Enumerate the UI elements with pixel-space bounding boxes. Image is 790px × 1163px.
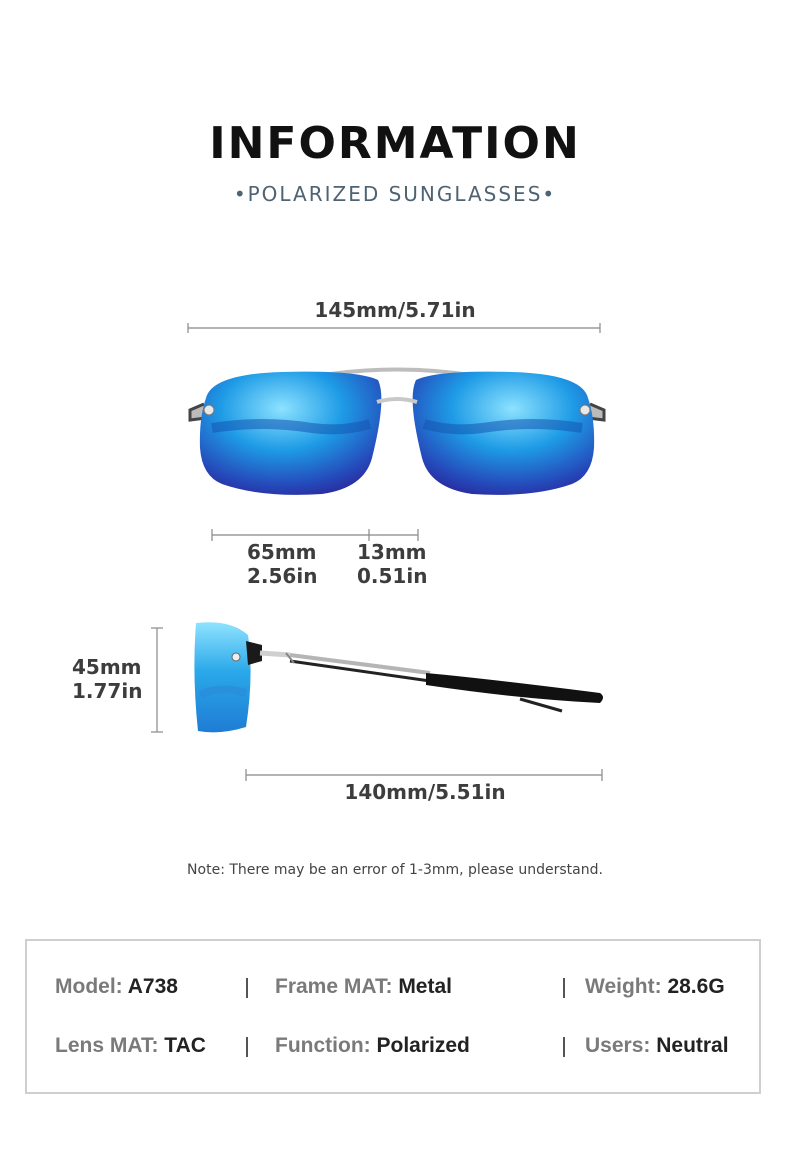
spec-function	[275, 1034, 470, 1058]
measurement-note: Note: There may be an error of 1-3mm, please understand.	[187, 862, 603, 878]
lens-width-mm-label: 65mm	[247, 540, 317, 564]
sunglasses-side-image	[190, 615, 610, 740]
total-width-label: 145mm/5.71in	[314, 298, 476, 322]
page-subtitle: •POLARIZED SUNGLASSES•	[233, 182, 557, 206]
spec-weight	[585, 975, 725, 999]
lens-height-mm-label: 45mm	[72, 655, 142, 679]
spec-lens-label: Lens MAT:	[55, 1034, 159, 1057]
spec-model-label: Model:	[55, 975, 123, 998]
sunglasses-front-image	[182, 358, 612, 508]
spec-weight-label: Weight:	[585, 975, 662, 998]
bridge-in-label: 0.51in	[357, 564, 428, 588]
spec-function-value: Polarized	[376, 1034, 470, 1057]
spec-weight-value: 28.6G	[667, 975, 725, 998]
specs-panel	[25, 939, 761, 1094]
spec-separator	[246, 978, 248, 998]
lens-width-in-label: 2.56in	[247, 564, 318, 588]
spec-separator	[246, 1037, 248, 1057]
spec-separator	[563, 1037, 565, 1057]
bridge-mm-label: 13mm	[357, 540, 427, 564]
spec-frame-value: Metal	[398, 975, 452, 998]
spec-frame-label: Frame MAT:	[275, 975, 393, 998]
temple-length-label: 140mm/5.51in	[344, 780, 506, 804]
spec-separator	[563, 978, 565, 998]
spec-lens-value: TAC	[164, 1034, 206, 1057]
page-title: INFORMATION	[209, 118, 581, 169]
spec-model-value: A738	[127, 975, 178, 998]
total-width-dimension-line	[186, 322, 602, 334]
spec-frame	[275, 975, 452, 999]
spec-users	[585, 1034, 729, 1058]
spec-users-label: Users:	[585, 1034, 651, 1057]
lens-height-in-label: 1.77in	[72, 679, 143, 703]
spec-model	[55, 975, 178, 999]
spec-function-label: Function:	[275, 1034, 371, 1057]
spec-lens	[55, 1034, 206, 1058]
lens-height-dimension-line	[150, 626, 164, 736]
spec-users-value: Neutral	[656, 1034, 729, 1057]
